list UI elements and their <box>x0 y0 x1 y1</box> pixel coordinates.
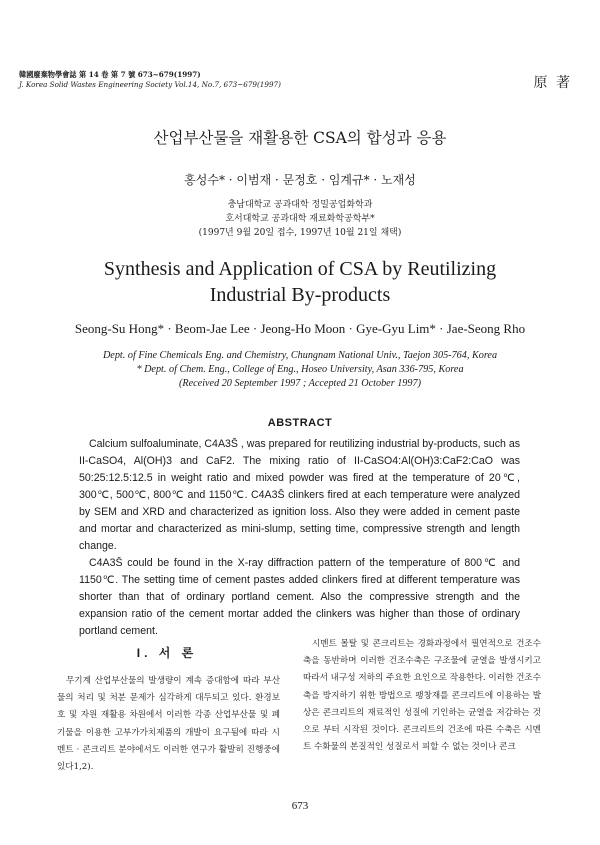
intro-paragraph-left: 무기계 산업부산물의 발생량이 계속 증대함에 따라 부산물의 처리 및 처분 문제가 심각하게 대두되고 있다. 환경보호 및 자원 재활용 차원에서 이러한 각종 산업부산물 및 폐기물을 이용한 고부가가치제품의 개발이 요구됨에 따라 시멘트 · 콘크리트 분야에서도 이러한 연구가 활발히 진행중에 있다1,2). <box>57 676 280 773</box>
english-affiliations <box>0 349 600 391</box>
abstract-body <box>79 436 520 640</box>
page-number: 673 <box>291 800 309 812</box>
intro-paragraph-right: 시멘트 몰탈 및 콘크리트는 경화과정에서 필연적으로 건조수축을 동반하며 이러한 건조수축은 구조물에 균열을 발생시키고 따라서 내구성 저하의 주요한 요인으로 작용한다. 이러한 건조수축을 방지하기 위한 방법으로 팽창재를 콘크리트에 이용하는 발상은 콘크리트의 재료적인 성질에 기인하는 균열을 저감하는 것으로 부터 시작된 것이다. 콘크리트의 건조에 따른 수축은 시멘트 수화물의 본질적인 성질로서 피할 수 없는 것이나 콘크 <box>303 639 541 753</box>
abstract-heading: ABSTRACT <box>267 417 333 429</box>
english-affiliation-1: Dept. of Fine Chemicals Eng. and Chemistry, Chungnam National Univ., Taejon 305-764, Korea <box>102 350 498 361</box>
body-column-right <box>303 636 541 756</box>
english-affiliation-2: * Dept. of Chem. Eng., College of Eng., Hoseo University, Asan 336-795, Korea <box>136 364 464 375</box>
journal-name-korean: 韓國廢棄物學會誌 第 14 卷 第 7 號 673~679(1997) <box>19 70 201 79</box>
english-title-line-1: Synthesis and Application of CSA by Reutilizing <box>103 258 497 280</box>
korean-affiliation-2: 호서대학교 공과대학 재료화학공학부* <box>225 214 375 224</box>
english-dates: (Received 20 September 1997 ; Accepted 21 October 1997) <box>179 378 421 389</box>
abstract-paragraph-2: C4A3S̄ could be found in the X-ray diffraction pattern of the temperature of 800℃ and 1150℃. The setting time of cement pastes added clinkers fired at different temperature was shorter than that of ordinary portland cement. Also the compressive strength and the expansion ratio of the cement mortar added the clinkers was higher than those of ordinary portland cement. <box>79 557 520 637</box>
korean-affiliation-1: 충남대학교 공과대학 정밀공업화학과 <box>227 200 373 210</box>
section-heading-introduction: I. 서 론 <box>136 646 198 660</box>
korean-dates: (1997년 9월 20일 접수, 1997년 10월 21일 채택) <box>198 228 402 238</box>
abstract-paragraph-1: Calcium sulfoaluminate, C4A3S̄ , was prepared for reutilizing industrial by-products, such as II-CaSO4, Al(OH)3 and CaF2. The mixing ratio of II-CaSO4:Al(OH)3:CaF2:CaO was 50:25:12.5:12.5 in weight ratio and mixed powder was fired at the temperature of 20℃, 300℃, 500℃, 800℃ and 1150℃. C4A3S̄ clinkers fired at each temperature were analyzed by SEM and XRD and characterized as ignition loss. Also they were added in cement paste and mortar and characterized as mini-slump, setting time, compressive strength and length change. <box>79 438 521 552</box>
korean-affiliations <box>0 198 600 240</box>
article-type-label: 原 著 <box>533 75 572 91</box>
journal-header <box>19 70 281 90</box>
korean-title: 산업부산물을 재활용한 CSA의 합성과 응용 <box>153 129 447 147</box>
english-authors: Seong-Su Hong* · Beom-Jae Lee · Jeong-Ho Moon · Gye-Gyu Lim* · Jae-Seong Rho <box>74 321 526 336</box>
english-title-line-2: Industrial By-products <box>209 284 391 306</box>
korean-authors: 홍성수* · 이범재 · 문정호 · 임계규* · 노재성 <box>184 173 416 187</box>
english-title <box>0 256 600 308</box>
journal-name-english: J. Korea Solid Wastes Engineering Society Vol.14, No.7, 673~679(1997) <box>19 80 281 89</box>
body-column-left <box>57 673 280 776</box>
